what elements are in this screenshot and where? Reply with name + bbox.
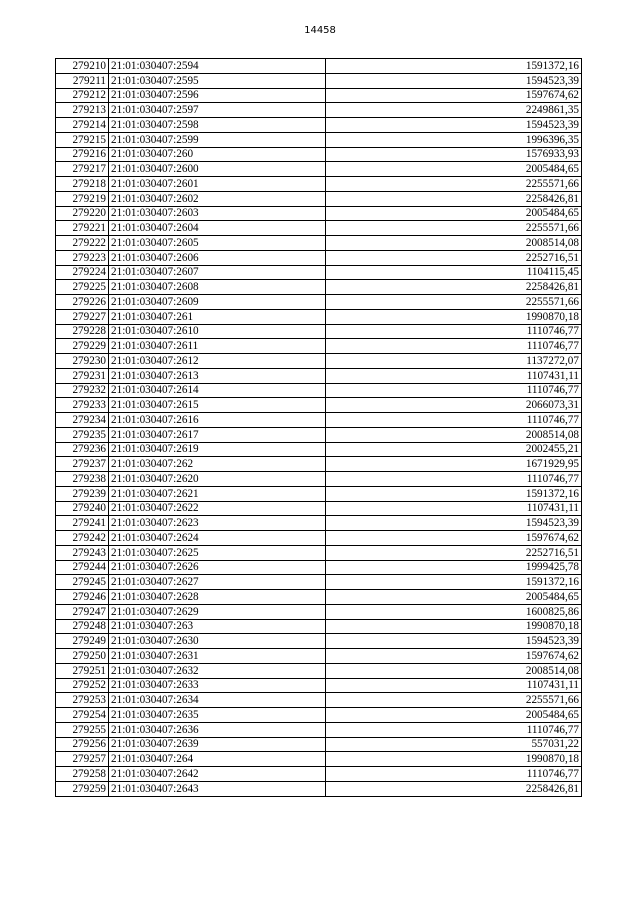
cadastral-number-cell: 21:01:030407:2617 (109, 427, 326, 442)
table-row (56, 663, 582, 678)
cadastral-value-cell: 1591372,16 (326, 59, 582, 74)
table-row (56, 752, 582, 767)
table-row (56, 693, 582, 708)
table-row (56, 118, 582, 133)
cadastral-value-cell: 2255571,66 (326, 177, 582, 192)
row-number-cell: 279240 (56, 501, 109, 516)
cadastral-value-cell: 1107431,11 (326, 501, 582, 516)
cadastral-value-cell: 2252716,51 (326, 250, 582, 265)
row-number-cell: 279223 (56, 250, 109, 265)
cadastral-number-cell: 21:01:030407:2621 (109, 486, 326, 501)
cadastral-number-cell: 21:01:030407:260 (109, 147, 326, 162)
row-number-cell: 279222 (56, 236, 109, 251)
cadastral-value-cell: 2258426,81 (326, 280, 582, 295)
row-number-cell: 279226 (56, 295, 109, 310)
row-number-cell: 279229 (56, 339, 109, 354)
table-row (56, 442, 582, 457)
cadastral-value-table (55, 58, 582, 797)
cadastral-number-cell: 21:01:030407:2606 (109, 250, 326, 265)
cadastral-number-cell: 21:01:030407:2624 (109, 531, 326, 546)
cadastral-number-cell: 21:01:030407:2622 (109, 501, 326, 516)
cadastral-value-cell: 1990870,18 (326, 309, 582, 324)
cadastral-value-cell: 2258426,81 (326, 191, 582, 206)
cadastral-value-cell: 1110746,77 (326, 383, 582, 398)
cadastral-value-cell: 1671929,95 (326, 457, 582, 472)
row-number-cell: 279211 (56, 73, 109, 88)
cadastral-number-cell: 21:01:030407:2611 (109, 339, 326, 354)
cadastral-number-cell: 21:01:030407:2596 (109, 88, 326, 103)
table-row (56, 191, 582, 206)
cadastral-value-cell: 1576933,93 (326, 147, 582, 162)
cadastral-value-cell: 2008514,08 (326, 663, 582, 678)
cadastral-value-cell: 1597674,62 (326, 649, 582, 664)
table-row (56, 250, 582, 265)
cadastral-number-cell: 21:01:030407:2643 (109, 781, 326, 796)
row-number-cell: 279251 (56, 663, 109, 678)
cadastral-number-cell: 21:01:030407:2630 (109, 634, 326, 649)
cadastral-value-cell: 1591372,16 (326, 575, 582, 590)
cadastral-number-cell: 21:01:030407:2626 (109, 560, 326, 575)
cadastral-number-cell: 21:01:030407:2608 (109, 280, 326, 295)
cadastral-value-cell: 2066073,31 (326, 398, 582, 413)
cadastral-number-cell: 21:01:030407:2631 (109, 649, 326, 664)
row-number-cell: 279235 (56, 427, 109, 442)
table-row (56, 221, 582, 236)
cadastral-number-cell: 21:01:030407:2612 (109, 354, 326, 369)
table-row (56, 678, 582, 693)
row-number-cell: 279214 (56, 118, 109, 133)
cadastral-number-cell: 21:01:030407:262 (109, 457, 326, 472)
cadastral-value-cell: 2008514,08 (326, 427, 582, 442)
row-number-cell: 279216 (56, 147, 109, 162)
table-row (56, 457, 582, 472)
table-row (56, 236, 582, 251)
cadastral-value-cell: 2002455,21 (326, 442, 582, 457)
cadastral-value-cell: 2005484,65 (326, 590, 582, 605)
table-row (56, 147, 582, 162)
table-row (56, 368, 582, 383)
table-row (56, 516, 582, 531)
cadastral-number-cell: 21:01:030407:2607 (109, 265, 326, 280)
cadastral-value-cell: 2255571,66 (326, 295, 582, 310)
row-number-cell: 279217 (56, 162, 109, 177)
cadastral-number-cell: 21:01:030407:2597 (109, 103, 326, 118)
row-number-cell: 279255 (56, 722, 109, 737)
cadastral-value-cell: 2258426,81 (326, 781, 582, 796)
row-number-cell: 279247 (56, 604, 109, 619)
row-number-cell: 279256 (56, 737, 109, 752)
table-row (56, 103, 582, 118)
cadastral-value-cell: 1594523,39 (326, 118, 582, 133)
cadastral-value-cell: 1999425,78 (326, 560, 582, 575)
row-number-cell: 279212 (56, 88, 109, 103)
row-number-cell: 279234 (56, 413, 109, 428)
row-number-cell: 279259 (56, 781, 109, 796)
row-number-cell: 279231 (56, 368, 109, 383)
table-row (56, 398, 582, 413)
cadastral-value-cell: 1600825,86 (326, 604, 582, 619)
row-number-cell: 279227 (56, 309, 109, 324)
row-number-cell: 279230 (56, 354, 109, 369)
page-number: 14458 (304, 25, 336, 36)
table-row (56, 73, 582, 88)
table-row (56, 339, 582, 354)
cadastral-number-cell: 21:01:030407:2625 (109, 545, 326, 560)
table-row (56, 295, 582, 310)
cadastral-number-cell: 21:01:030407:2632 (109, 663, 326, 678)
cadastral-number-cell: 21:01:030407:2604 (109, 221, 326, 236)
table-row (56, 708, 582, 723)
row-number-cell: 279218 (56, 177, 109, 192)
cadastral-number-cell: 21:01:030407:264 (109, 752, 326, 767)
row-number-cell: 279219 (56, 191, 109, 206)
row-number-cell: 279210 (56, 59, 109, 74)
table-row (56, 59, 582, 74)
cadastral-value-cell: 1107431,11 (326, 678, 582, 693)
cadastral-value-cell: 1996396,35 (326, 132, 582, 147)
cadastral-value-cell: 1110746,77 (326, 722, 582, 737)
table-row (56, 545, 582, 560)
cadastral-value-cell: 1137272,07 (326, 354, 582, 369)
cadastral-number-cell: 21:01:030407:2605 (109, 236, 326, 251)
cadastral-value-cell: 2005484,65 (326, 708, 582, 723)
cadastral-value-cell: 2005484,65 (326, 162, 582, 177)
cadastral-number-cell: 21:01:030407:2636 (109, 722, 326, 737)
row-number-cell: 279257 (56, 752, 109, 767)
cadastral-value-cell: 1110746,77 (326, 324, 582, 339)
row-number-cell: 279241 (56, 516, 109, 531)
cadastral-number-cell: 21:01:030407:2600 (109, 162, 326, 177)
table-row (56, 590, 582, 605)
row-number-cell: 279237 (56, 457, 109, 472)
cadastral-number-cell: 21:01:030407:2614 (109, 383, 326, 398)
table-row (56, 354, 582, 369)
row-number-cell: 279246 (56, 590, 109, 605)
row-number-cell: 279224 (56, 265, 109, 280)
cadastral-value-cell: 2005484,65 (326, 206, 582, 221)
table-row (56, 722, 582, 737)
row-number-cell: 279253 (56, 693, 109, 708)
row-number-cell: 279238 (56, 472, 109, 487)
table-row (56, 781, 582, 796)
cadastral-number-cell: 21:01:030407:2595 (109, 73, 326, 88)
table-row (56, 265, 582, 280)
row-number-cell: 279236 (56, 442, 109, 457)
table-row (56, 413, 582, 428)
cadastral-number-cell: 21:01:030407:2598 (109, 118, 326, 133)
cadastral-value-cell: 1104115,45 (326, 265, 582, 280)
cadastral-value-cell: 1597674,62 (326, 531, 582, 546)
table-row (56, 132, 582, 147)
cadastral-number-cell: 21:01:030407:2623 (109, 516, 326, 531)
row-number-cell: 279220 (56, 206, 109, 221)
table-row (56, 309, 582, 324)
cadastral-number-cell: 21:01:030407:2616 (109, 413, 326, 428)
cadastral-value-cell: 1110746,77 (326, 339, 582, 354)
row-number-cell: 279215 (56, 132, 109, 147)
table-row (56, 177, 582, 192)
cadastral-value-cell: 557031,22 (326, 737, 582, 752)
cadastral-value-cell: 1597674,62 (326, 88, 582, 103)
row-number-cell: 279213 (56, 103, 109, 118)
table-row (56, 206, 582, 221)
cadastral-number-cell: 21:01:030407:2619 (109, 442, 326, 457)
row-number-cell: 279249 (56, 634, 109, 649)
table-row (56, 280, 582, 295)
cadastral-number-cell: 21:01:030407:2603 (109, 206, 326, 221)
row-number-cell: 279252 (56, 678, 109, 693)
cadastral-value-cell: 2252716,51 (326, 545, 582, 560)
table-row (56, 383, 582, 398)
table-row (56, 767, 582, 782)
table-row (56, 619, 582, 634)
table-row (56, 560, 582, 575)
cadastral-number-cell: 21:01:030407:2602 (109, 191, 326, 206)
row-number-cell: 279232 (56, 383, 109, 398)
row-number-cell: 279228 (56, 324, 109, 339)
cadastral-value-cell: 1594523,39 (326, 73, 582, 88)
cadastral-number-cell: 21:01:030407:2642 (109, 767, 326, 782)
cadastral-number-cell: 21:01:030407:2599 (109, 132, 326, 147)
cadastral-value-cell: 1591372,16 (326, 486, 582, 501)
table-row (56, 531, 582, 546)
row-number-cell: 279243 (56, 545, 109, 560)
table-row (56, 604, 582, 619)
row-number-cell: 279244 (56, 560, 109, 575)
cadastral-number-cell: 21:01:030407:2601 (109, 177, 326, 192)
table-row (56, 472, 582, 487)
row-number-cell: 279250 (56, 649, 109, 664)
cadastral-number-cell: 21:01:030407:2609 (109, 295, 326, 310)
cadastral-number-cell: 21:01:030407:263 (109, 619, 326, 634)
cadastral-number-cell: 21:01:030407:2615 (109, 398, 326, 413)
cadastral-number-cell: 21:01:030407:261 (109, 309, 326, 324)
cadastral-number-cell: 21:01:030407:2610 (109, 324, 326, 339)
table-row (56, 486, 582, 501)
row-number-cell: 279239 (56, 486, 109, 501)
cadastral-value-cell: 2249861,35 (326, 103, 582, 118)
table-row (56, 88, 582, 103)
cadastral-number-cell: 21:01:030407:2634 (109, 693, 326, 708)
cadastral-value-cell: 2255571,66 (326, 221, 582, 236)
table-row (56, 501, 582, 516)
table-body (56, 59, 582, 797)
cadastral-number-cell: 21:01:030407:2639 (109, 737, 326, 752)
cadastral-number-cell: 21:01:030407:2627 (109, 575, 326, 590)
cadastral-value-cell: 2255571,66 (326, 693, 582, 708)
row-number-cell: 279258 (56, 767, 109, 782)
table-row (56, 575, 582, 590)
row-number-cell: 279254 (56, 708, 109, 723)
cadastral-value-cell: 1110746,77 (326, 472, 582, 487)
table-row (56, 649, 582, 664)
cadastral-number-cell: 21:01:030407:2594 (109, 59, 326, 74)
table-row (56, 162, 582, 177)
cadastral-value-cell: 1110746,77 (326, 413, 582, 428)
cadastral-number-cell: 21:01:030407:2628 (109, 590, 326, 605)
cadastral-number-cell: 21:01:030407:2635 (109, 708, 326, 723)
table-row (56, 737, 582, 752)
row-number-cell: 279245 (56, 575, 109, 590)
row-number-cell: 279248 (56, 619, 109, 634)
table-row (56, 427, 582, 442)
cadastral-value-cell: 1990870,18 (326, 752, 582, 767)
cadastral-number-cell: 21:01:030407:2629 (109, 604, 326, 619)
table-row (56, 634, 582, 649)
cadastral-value-cell: 1594523,39 (326, 634, 582, 649)
cadastral-value-cell: 1990870,18 (326, 619, 582, 634)
cadastral-number-cell: 21:01:030407:2620 (109, 472, 326, 487)
cadastral-value-cell: 1594523,39 (326, 516, 582, 531)
cadastral-value-cell: 1107431,11 (326, 368, 582, 383)
row-number-cell: 279233 (56, 398, 109, 413)
row-number-cell: 279221 (56, 221, 109, 236)
row-number-cell: 279225 (56, 280, 109, 295)
cadastral-number-cell: 21:01:030407:2633 (109, 678, 326, 693)
cadastral-number-cell: 21:01:030407:2613 (109, 368, 326, 383)
cadastral-value-cell: 1110746,77 (326, 767, 582, 782)
table-row (56, 324, 582, 339)
row-number-cell: 279242 (56, 531, 109, 546)
cadastral-value-cell: 2008514,08 (326, 236, 582, 251)
